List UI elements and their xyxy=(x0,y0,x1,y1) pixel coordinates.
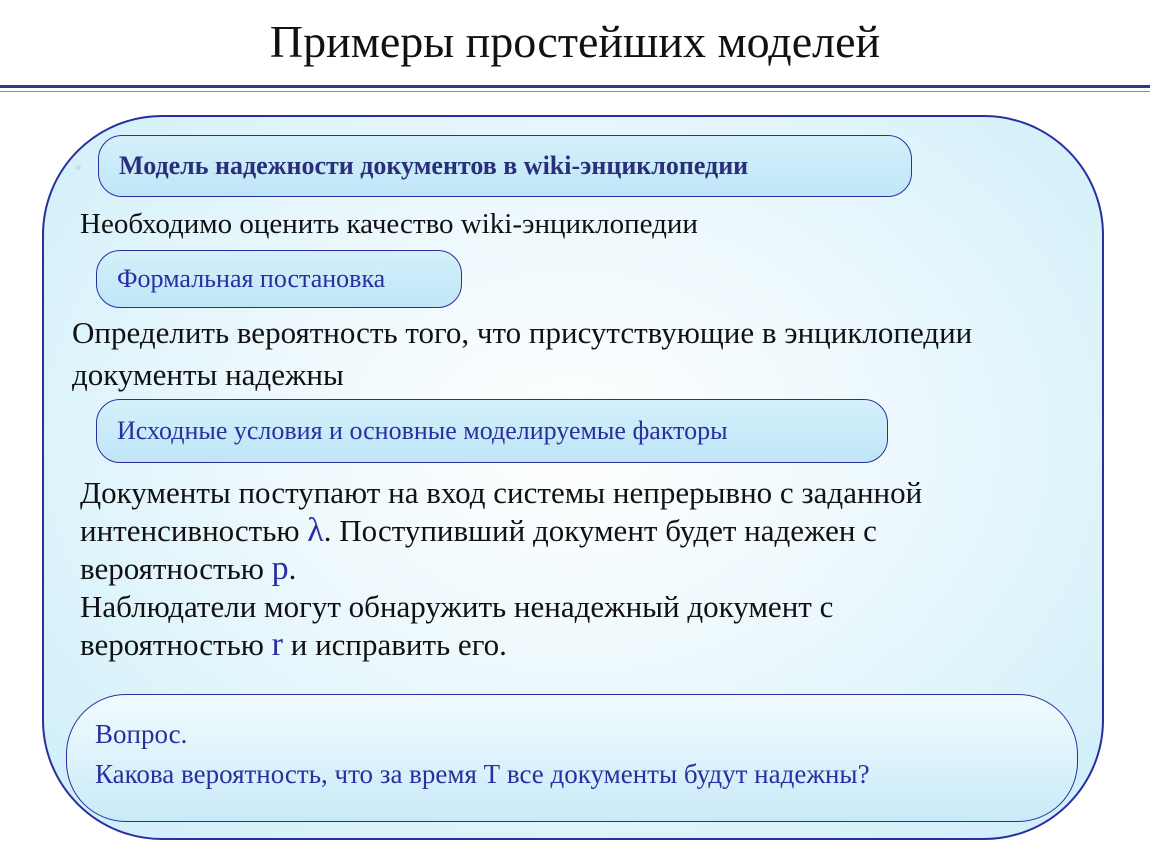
bullet-dot xyxy=(76,165,81,170)
conditions-pill xyxy=(96,399,888,463)
obs-line-2-end: и исправить его. xyxy=(282,627,507,662)
conditions-paragraph xyxy=(80,474,922,664)
model-heading-pill xyxy=(98,135,912,197)
docs-line-3-end: . xyxy=(288,551,297,586)
question-box xyxy=(66,694,1078,822)
define-paragraph xyxy=(72,312,972,396)
docs-line-3-start: вероятностью xyxy=(80,551,272,586)
define-line-2: документы надежны xyxy=(72,357,344,392)
formal-statement-pill xyxy=(96,250,462,308)
obs-line-1: Наблюдатели могут обнаружить ненадежный документ с xyxy=(80,589,834,624)
slide-title: Примеры простейших моделей xyxy=(269,16,881,67)
docs-line-1: Документы поступают на вход системы непрерывно с заданной xyxy=(80,475,923,510)
obs-line-2 xyxy=(80,626,922,664)
docs-line-2 xyxy=(80,512,922,550)
p-symbol: p xyxy=(271,550,289,587)
define-line-1: Определить вероятность того, что присутствующие в энциклопедии xyxy=(72,315,973,350)
formal-statement-text: Формальная постановка xyxy=(117,264,386,293)
docs-line-2-start: интенсивностью xyxy=(80,513,308,548)
lambda-symbol: λ xyxy=(307,512,324,549)
need-text: Необходимо оценить качество wiki-энциклопедии xyxy=(80,208,698,240)
question-text: Какова вероятность, что за время Т все документы будут надежны? xyxy=(95,759,870,789)
obs-line-2-start: вероятностью xyxy=(80,627,272,662)
question-label: Вопрос. xyxy=(95,719,188,749)
title-divider-thick xyxy=(0,85,1150,88)
model-heading-text: Модель надежности документов в wiki-энциклопедии xyxy=(119,151,749,180)
docs-line-3 xyxy=(80,550,922,588)
docs-line-2-end: . Поступивший документ будет надежен с xyxy=(323,513,877,548)
conditions-text: Исходные условия и основные моделируемые факторы xyxy=(117,416,728,445)
r-symbol: r xyxy=(271,626,283,663)
title-divider-thin xyxy=(0,91,1150,92)
